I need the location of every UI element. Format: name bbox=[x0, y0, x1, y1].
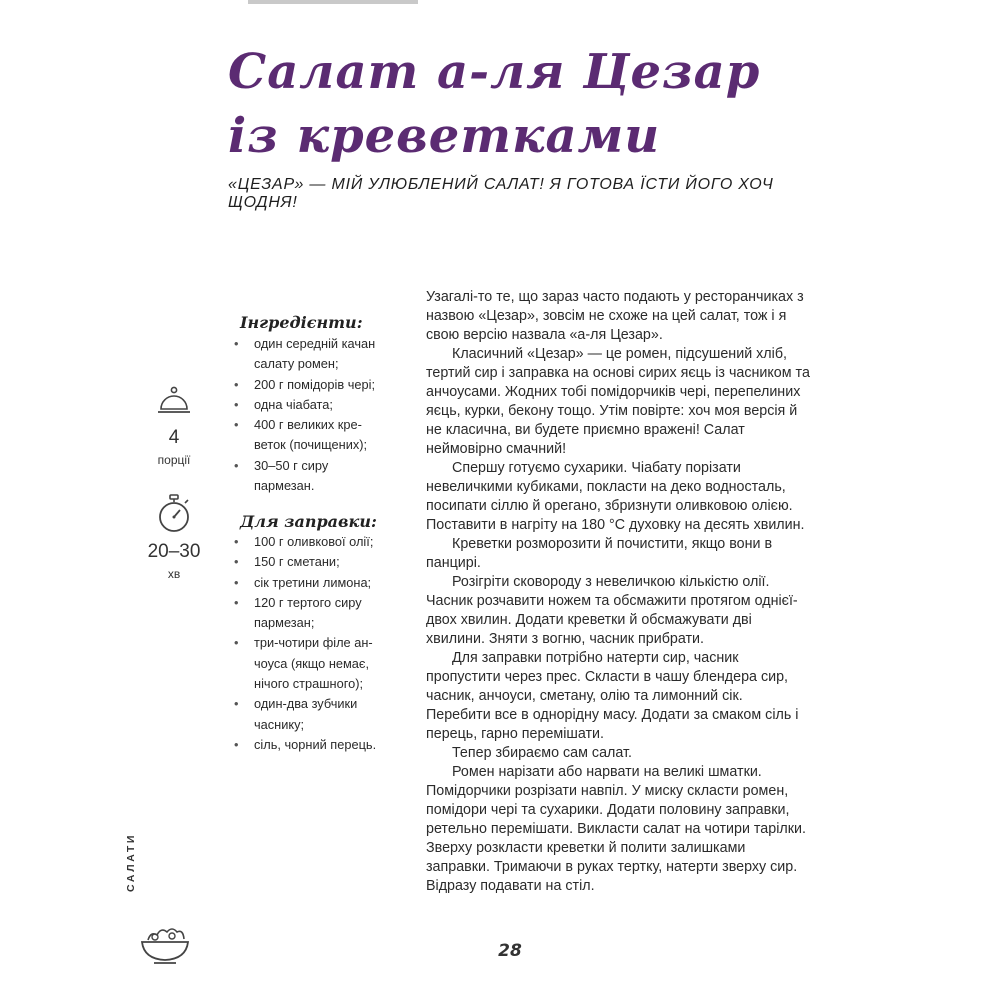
body-paragraph: Узагалі-то те, що зараз часто подають у ресторанчиках з назвою «Цезар», зовсім не схоже на цей салат, тож і я свою версію назвала «а-ля Цезар». bbox=[426, 289, 804, 343]
recipe-title bbox=[228, 40, 788, 168]
dressing-item: • сіль, чорний перець. bbox=[234, 736, 377, 752]
time-value: 20–30 bbox=[147, 541, 201, 562]
ingredients-list bbox=[230, 334, 390, 496]
dressing-heading: Для заправки: bbox=[240, 512, 377, 531]
salad-bowl-icon bbox=[138, 925, 192, 965]
servings-unit: порції bbox=[157, 453, 191, 467]
title-line-1: Салат а-ля Цезар bbox=[228, 44, 761, 100]
page-number: 28 bbox=[498, 941, 522, 961]
servings-count: 4 bbox=[168, 427, 180, 448]
body-paragraph: Класичний «Цезар» — це ромен, підсушений хліб, тертий сир і заправка на основі сирих яєць із часником та анчоусами. Жодних тобі помідорчиків чері, перепелиних яєць, курки, бекону тощо. Утім повірте: хоч моя версія й не класична, ви будете приємно вражені! Салат неймовірно смачний! bbox=[426, 346, 810, 457]
section-label: САЛАТИ bbox=[125, 832, 137, 892]
dressing-item: • 100 г оливкової олії; bbox=[234, 534, 374, 549]
recipe-body bbox=[426, 288, 811, 896]
stopwatch-icon bbox=[154, 494, 194, 534]
ingredient-item: • 200 г помідорів чері; bbox=[234, 376, 376, 392]
time-block bbox=[140, 494, 208, 581]
dressing-item: • один-два зубчики часнику; bbox=[234, 696, 358, 732]
servings-block bbox=[140, 385, 208, 467]
cloche-icon bbox=[156, 385, 192, 419]
ingredient-item: • 400 г великих кре-веток (почищених); bbox=[234, 417, 368, 453]
ingredient-item: • одна чіабата; bbox=[234, 396, 333, 412]
dressing-list bbox=[230, 532, 390, 755]
dressing-item: • 150 г сметани; bbox=[234, 554, 340, 570]
dressing-item: • три-чотири філе ан-чоуса (якщо немає, нічого страшного); bbox=[234, 635, 373, 692]
title-line-2: із креветками bbox=[228, 108, 661, 164]
body-paragraph: Спершу готуємо сухарики. Чіабату порізати невеличкими кубиками, покласти на деко водносталь, посипати сіллю й орегано, збризнути оливковою олією. Поставити в нагріту на 180 °С духовку на десять хвилин. bbox=[426, 460, 805, 533]
dressing-item: • 120 г тертого сиру пармезан; bbox=[234, 594, 362, 631]
body-paragraph: Для заправки потрібно натерти сир, часник пропустити через прес. Скласти в чашу блендера сир, часник, анчоуси, сметану, олію та лимонний сік. Перебити все в однорідну масу. Додати за смаком сіль і перець, гарно перемішати. bbox=[426, 650, 799, 742]
recipe-subtitle: «ЦЕЗАР» — МІЙ УЛЮБЛЕНИЙ САЛАТ! Я ГОТОВА ЇСТИ ЙОГО ХОЧ ЩОДНЯ! bbox=[228, 176, 774, 211]
body-paragraph: Розігріти сковороду з невеличкою кількістю олії. Часник розчавити ножем та обсмажити протягом однієї-двох хвилин. Додати креветки й обсмажувати дві хвилини. Зняти з вогню, часник прибрати. bbox=[426, 574, 798, 647]
body-paragraph: Ромен нарізати або нарвати на великі шматки. Помідорчики розрізати навпіл. У миску скласти ромен, помідори чері та сухарики. Додати половину заправки, ретельно перемішати. Викласти салат на чотири тарілки. Зверху розкласти креветки й полити залишками заправки. Тримаючи в руках тертку, натерти зверху сир. Відразу подавати на стіл. bbox=[426, 764, 806, 894]
dressing-item: • сік третини лимона; bbox=[234, 574, 372, 590]
body-paragraph: Тепер збираємо сам салат. bbox=[452, 745, 632, 761]
body-paragraph: Креветки розморозити й почистити, якщо вони в панцирі. bbox=[426, 536, 773, 571]
ingredients-heading: Інгредієнти: bbox=[240, 313, 363, 332]
ingredient-item: • один середній качан салату ромен; bbox=[234, 336, 376, 372]
time-unit: хв bbox=[167, 567, 181, 581]
ingredient-item: • 30–50 г сиру пармезан. bbox=[234, 457, 329, 494]
top-edge-mark bbox=[248, 0, 418, 4]
